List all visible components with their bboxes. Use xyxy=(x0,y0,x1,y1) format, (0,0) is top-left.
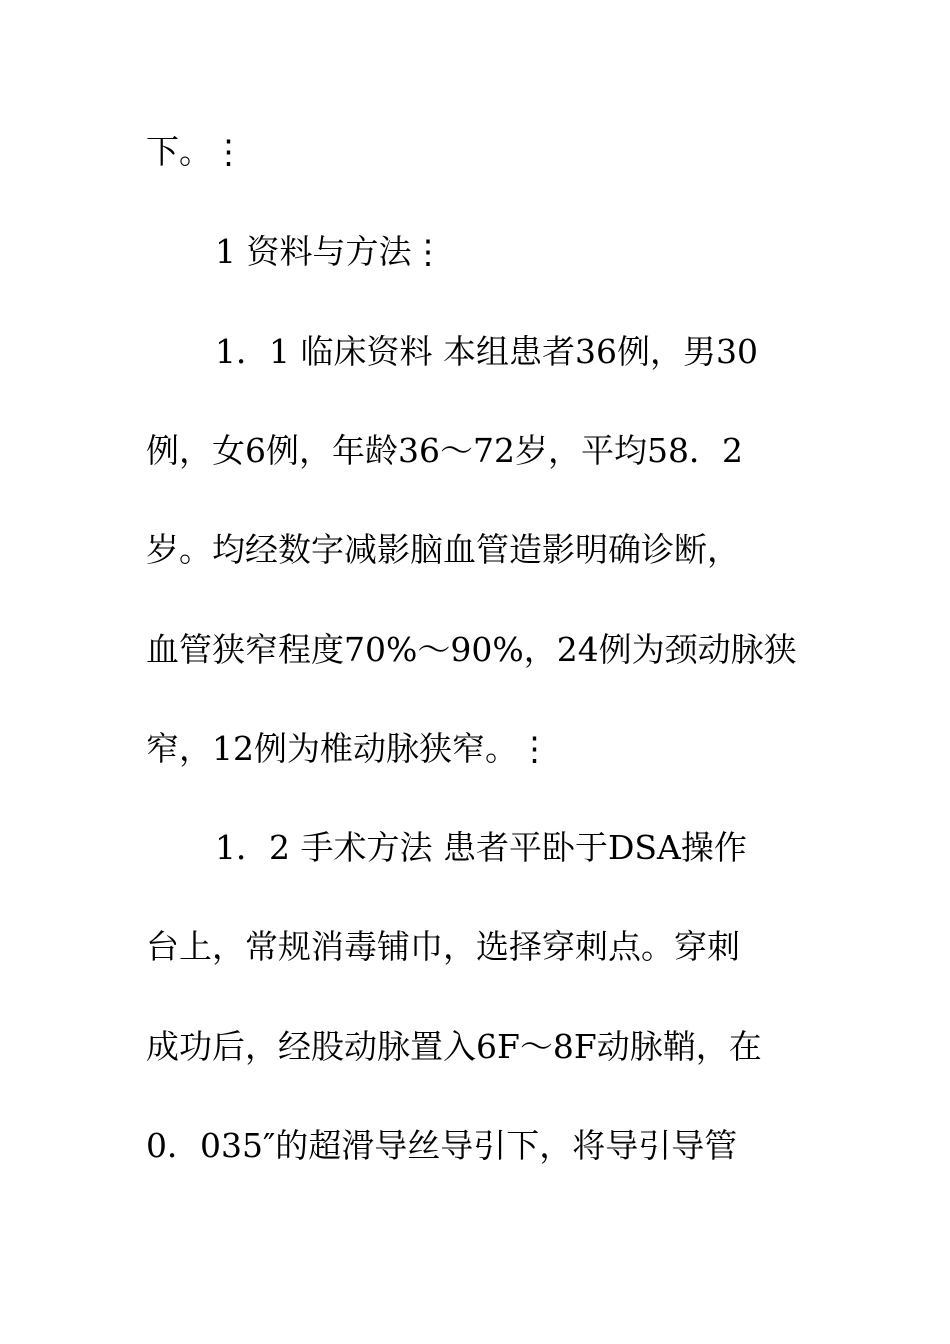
text-line-5: 岁。均经数字减影脑血管造影明确诊断， xyxy=(146,530,740,569)
text-line-9: 台上，常规消毒铺巾，选择穿刺点。穿刺 xyxy=(146,927,740,966)
subsection-clinical-data-line: 1．1 临床资料 本组患者36例，男30 xyxy=(215,332,758,371)
text-line-7: 窄，12例为椎动脉狭窄。⋮ xyxy=(146,729,551,768)
text-line-4: 例，女6例，年龄36～72岁，平均58．2 xyxy=(146,431,743,470)
text-line-11: 0．035″的超滑导丝导引下，将导引导管 xyxy=(146,1126,738,1165)
text-line-1: 下。⋮ xyxy=(146,132,245,171)
subsection-surgical-method-line: 1．2 手术方法 患者平卧于DSA操作 xyxy=(215,828,747,867)
text-line-6: 血管狭窄程度70%～90%，24例为颈动脉狭 xyxy=(146,630,797,669)
section-heading-materials-methods: 1 资料与方法⋮ xyxy=(215,232,445,271)
text-line-10: 成功后，经股动脉置入6F～8F动脉鞘，在 xyxy=(146,1027,762,1066)
